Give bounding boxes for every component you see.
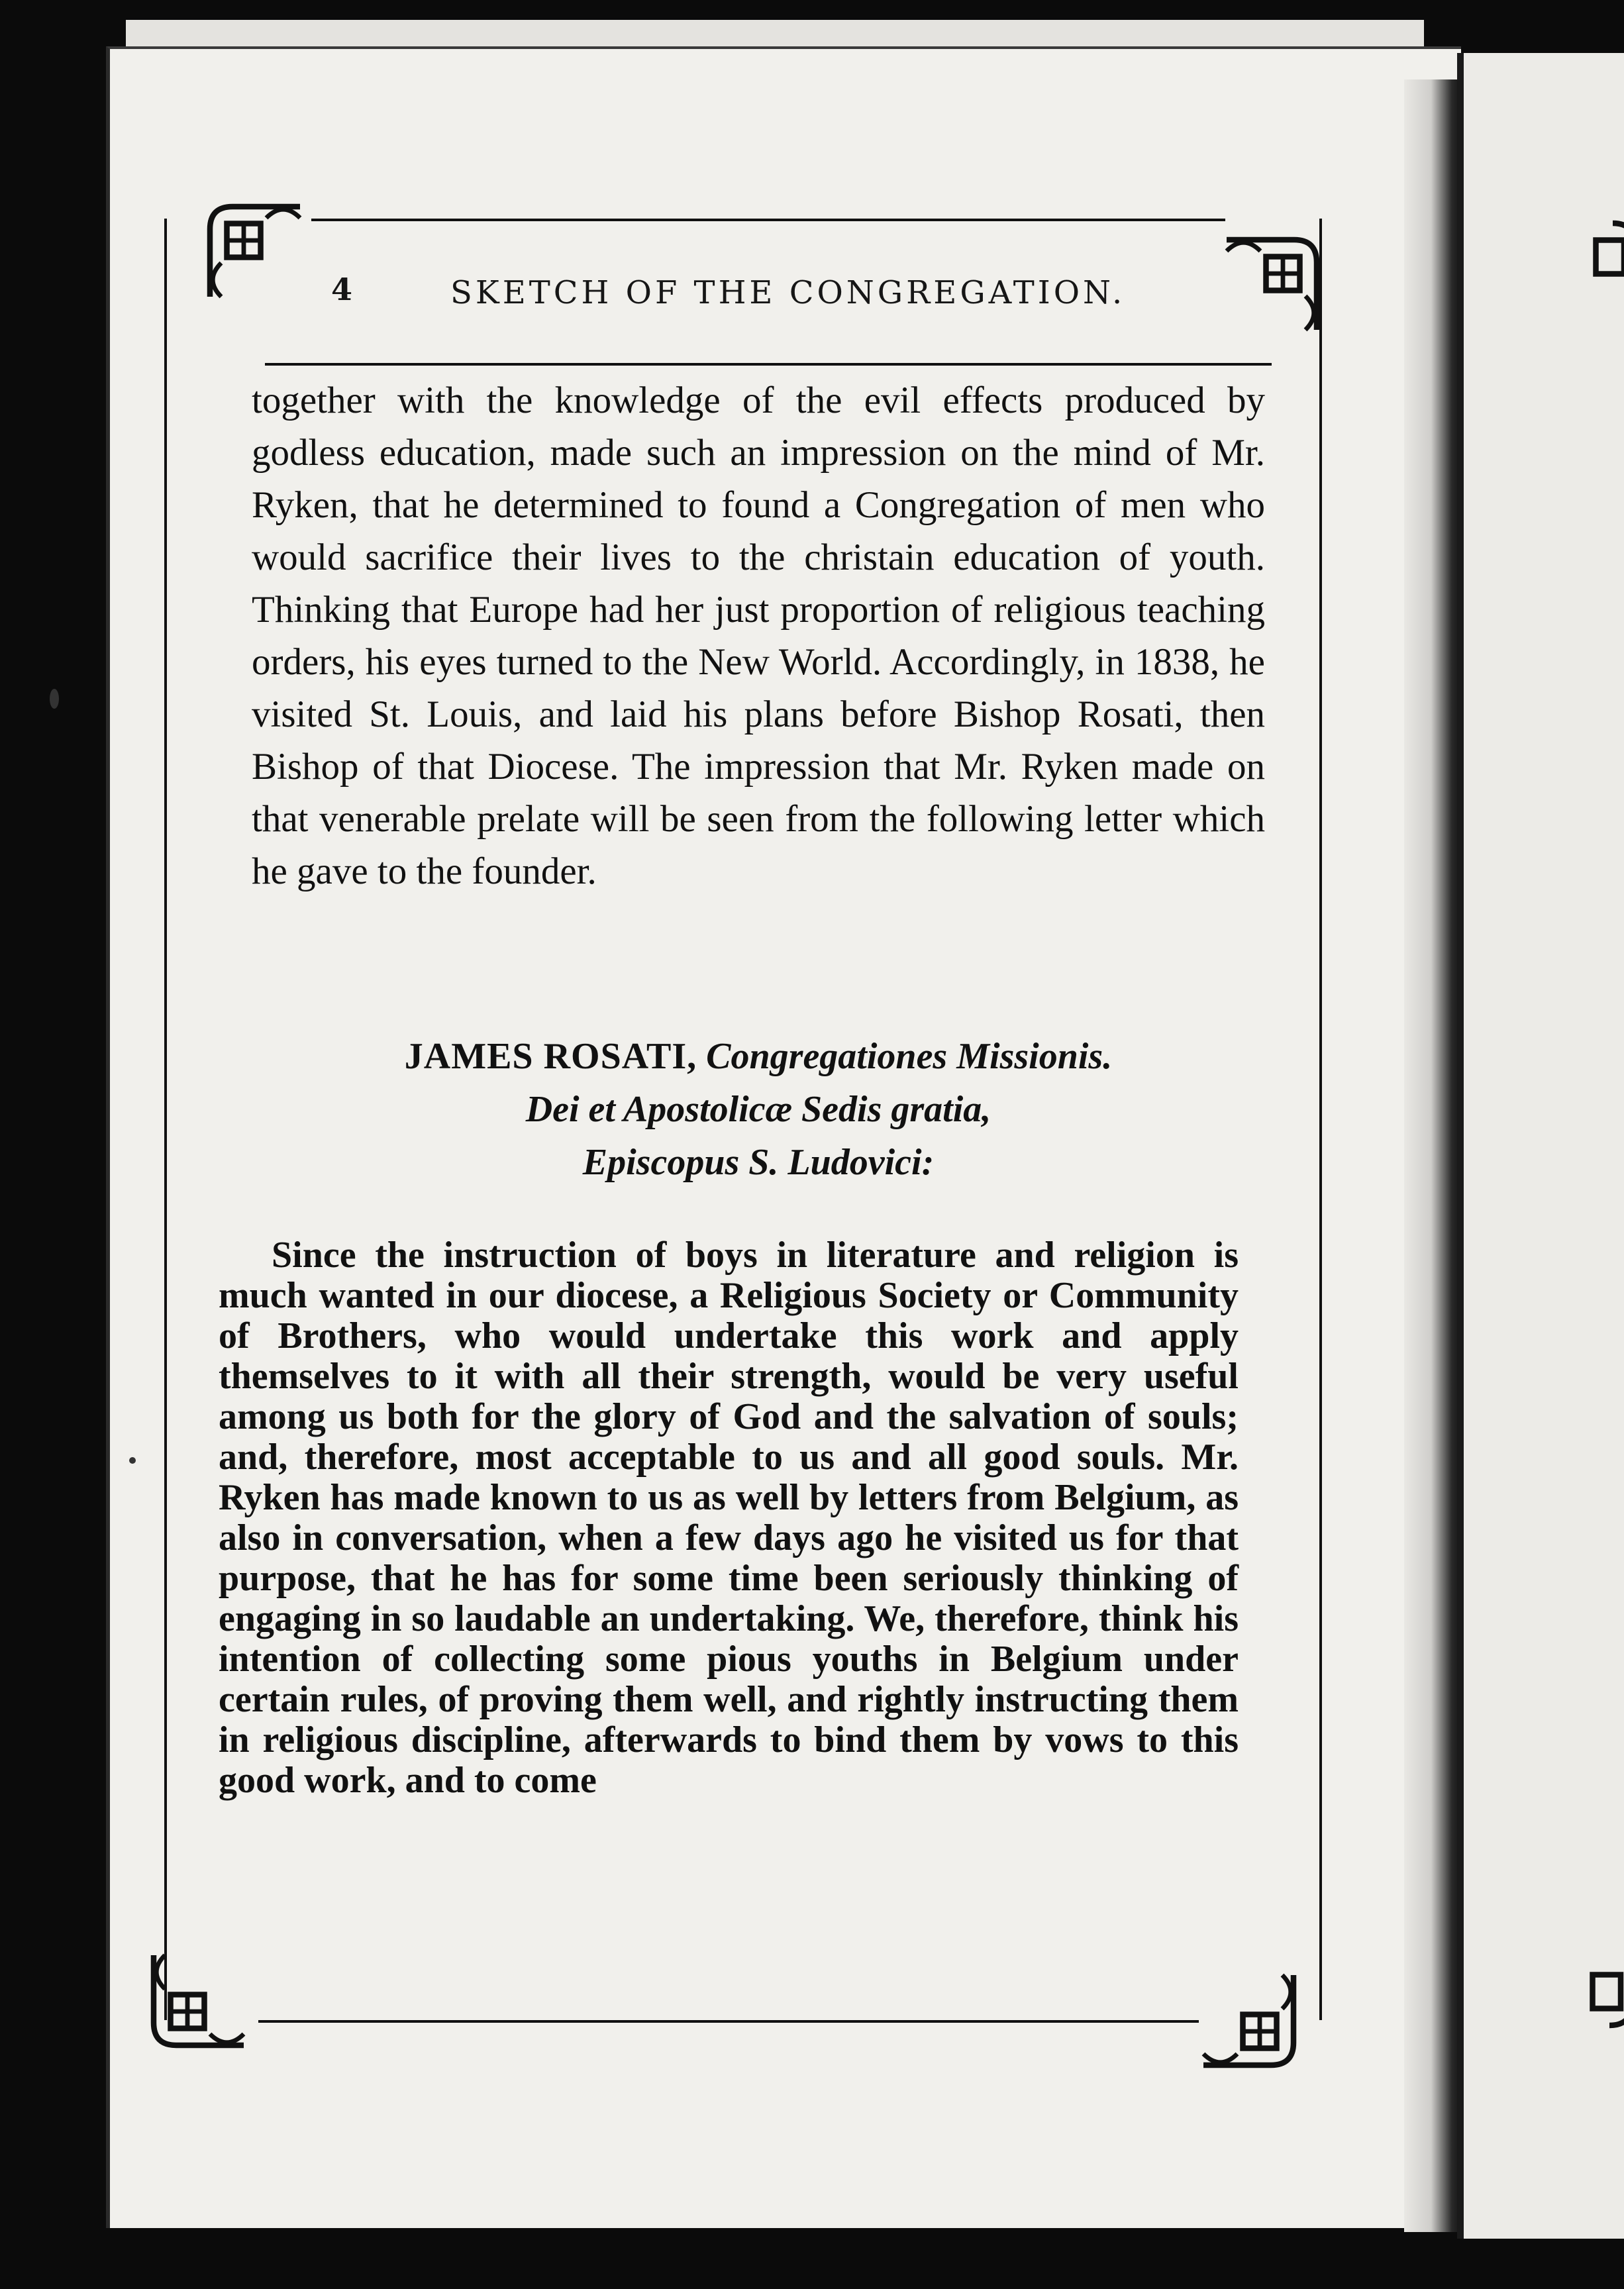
facing-page-edge: [1457, 53, 1624, 2239]
corner-ornament-bottom-right-icon: [1192, 1964, 1305, 2076]
letter-salutation: [252, 1030, 1265, 1189]
frame-bottom-rule: [258, 2020, 1199, 2023]
running-head: SKETCH OF THE CONGREGATION.: [450, 274, 1126, 311]
frame-top-rule: [311, 219, 1225, 221]
body-paragraph: together with the knowledge of the evil effects produced by godless education, made such an impression on the mind of Mr. Ryken, that he determined to found a Congregation of men who would sacrifice their lives to the christain education of youth. Thinking that Europe had her just proportion of religious teaching orders, his eyes turned to the New World. Accordingly, in 1838, he visited St. Louis, and laid his plans before Bishop Rosati, then Bishop of that Diocese. The impression that Mr. Ryken made on that venerable prelate will be seen from the following letter which he gave to the founder.: [252, 380, 1265, 892]
salutation-line-3: Episcopus S. Ludovici:: [582, 1142, 935, 1183]
scan-speck: [129, 1457, 136, 1464]
salutation-line-2: Dei et Apostolicæ Sedis gratia,: [525, 1089, 991, 1130]
page-header: [265, 265, 1272, 338]
salutation-latin-title: Congregationes Missionis.: [706, 1036, 1113, 1077]
spine-shadow: [1404, 79, 1464, 2232]
letter-paragraph: Since the instruction of boys in literature and religion is much wanted in our diocese, a Religious Society or Community of Brothers, who would undertake this work and apply themselves to it with all their strength, would be very useful among us both for the glory of God and the salvation of souls; and, therefore, most acceptable to us and all good souls. Mr. Ryken has made known to us as well by letters from Belgium, as also in conversation, when a few days ago he visited us for that purpose, that he has for some time been seriously thinking of engaging in so laudable an undertaking. We, therefore, think his intention of collecting some pious youths in Belgium under certain rules, of proving them well, and rightly instructing them in religious discipline, afterwards to bind them by vows to this good work, and to come: [219, 1235, 1239, 1801]
corner-ornament-bottom-left-icon: [142, 1944, 255, 2057]
salutation-name: JAMES ROSATI,: [404, 1036, 697, 1077]
facing-page-ornament-top-icon: [1583, 212, 1624, 325]
facing-page-ornament-bottom-icon: [1580, 1924, 1624, 2037]
scan-speck: [50, 689, 59, 709]
header-rule: [265, 363, 1272, 366]
body-text: [252, 374, 1265, 897]
page-number: 4: [331, 272, 353, 307]
letter-text: [219, 1235, 1239, 1801]
salutation-line-1: [252, 1030, 1265, 1083]
